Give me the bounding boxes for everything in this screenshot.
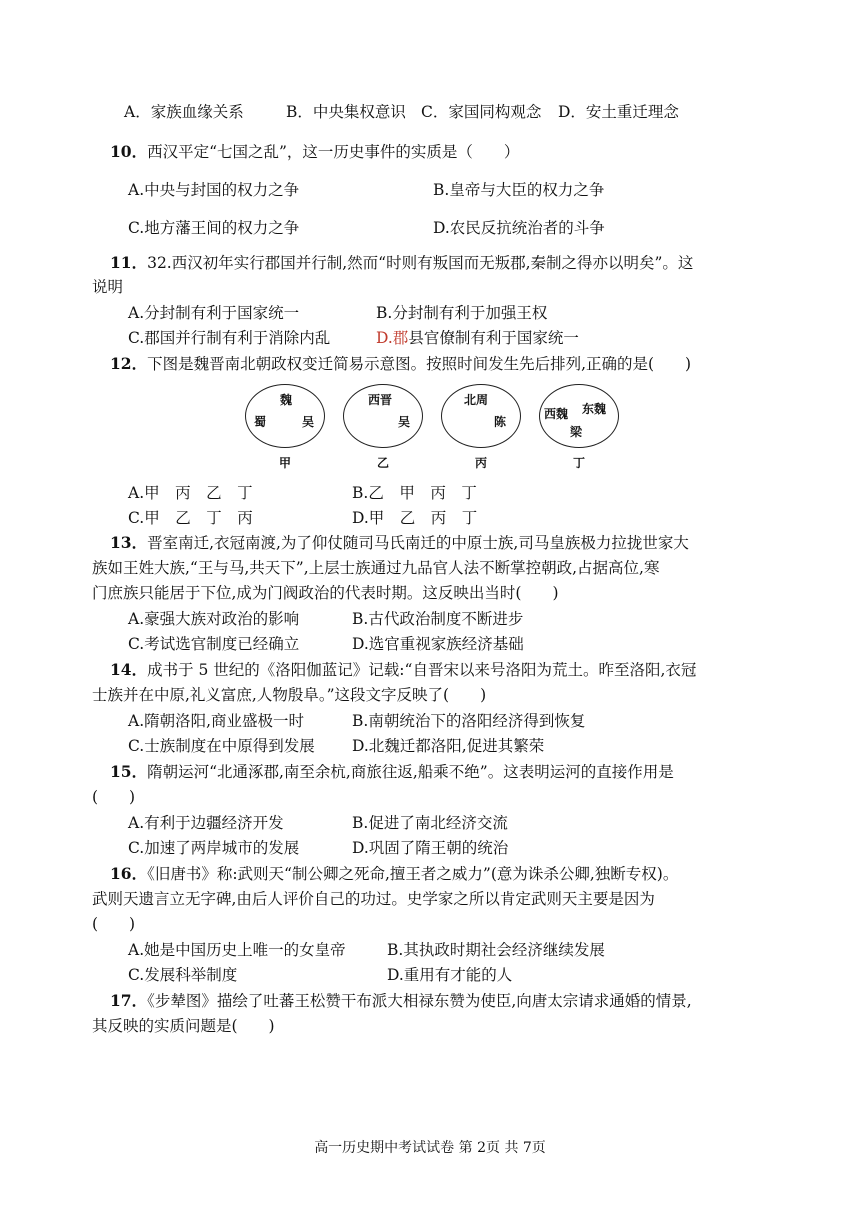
circle-label: 丁 xyxy=(573,456,586,470)
q14-option-a: A.隋朝洛阳,商业盛极一时 xyxy=(128,712,305,730)
circle-text: 吴 xyxy=(302,415,315,429)
q13-option-c: C.考试选官制度已经确立 xyxy=(128,635,300,653)
q9-option-a: A．家族血缘关系 xyxy=(124,103,244,121)
circle-text: 魏 xyxy=(280,393,293,407)
question-11-stem-cont: 说明 xyxy=(92,278,124,296)
circle-text: 吴 xyxy=(398,415,411,429)
question-14-stem xyxy=(110,659,696,681)
question-16-stem-cont: 武则天遗言立无字碑,由后人评价自己的功过。史学家之所以肯定武则天主要是因为 xyxy=(92,890,655,908)
question-12-stem xyxy=(110,353,691,375)
circle-text: 西晋 xyxy=(368,393,393,407)
q12-option-c: C.甲 乙 丁 丙 xyxy=(128,509,253,527)
q10-option-d: D.农民反抗统治者的斗争 xyxy=(433,219,605,237)
q16-option-d: D.重用有才能的人 xyxy=(387,966,513,984)
question-15-stem xyxy=(110,761,674,783)
question-17-stem-cont: 其反映的实质问题是( ) xyxy=(92,1017,275,1035)
q11-option-c: C.郡国并行制有利于消除内乱 xyxy=(128,329,331,347)
q15-option-c: C.加速了两岸城市的发展 xyxy=(128,839,300,857)
q16-option-b: B.其执政时期社会经济继续发展 xyxy=(387,941,605,959)
q13-option-a: A.豪强大族对政治的影响 xyxy=(128,610,300,628)
q9-option-c: C．家国同构观念 xyxy=(421,103,542,121)
circle-label: 甲 xyxy=(279,456,292,470)
q10-option-b: B.皇帝与大臣的权力之争 xyxy=(433,181,605,199)
circle-label: 丙 xyxy=(475,456,488,470)
question-number: 16． xyxy=(110,864,148,883)
question-text: 成书于 5 世纪的《洛阳伽蓝记》记载:“自晋宋以来号洛阳为荒土。昨至洛阳,衣冠 xyxy=(147,661,697,679)
circle-text: 北周 xyxy=(464,393,489,407)
circle-yi xyxy=(343,384,423,448)
q12-option-a: A.甲 丙 乙 丁 xyxy=(128,484,253,502)
q9-option-b: B．中央集权意识 xyxy=(286,103,406,121)
q16-option-c: C.发展科举制度 xyxy=(128,966,238,984)
question-number: 10． xyxy=(110,142,148,161)
question-text: 《步辇图》描绘了吐蕃王松赞干布派大相禄东赞为使臣,向唐太宗请求通婚的情景, xyxy=(147,992,692,1010)
question-number: 13． xyxy=(110,533,148,552)
q15-option-b: B.促进了南北经济交流 xyxy=(352,814,508,832)
question-number: 15． xyxy=(110,762,148,781)
circle-bing xyxy=(441,384,521,448)
q10-option-c: C.地方藩王间的权力之争 xyxy=(128,219,300,237)
question-13-stem-cont: 族如王姓大族,“王与马,共天下”,上层士族通过九品官人法不断掌控朝政,占据高位,寒 xyxy=(92,559,660,577)
question-number: 14． xyxy=(110,660,148,679)
question-text: 晋室南迁,衣冠南渡,为了仰仗随司马氏南迁的中原士族,司马皇族极力拉拢世家大 xyxy=(147,534,689,552)
circle-label: 乙 xyxy=(377,456,390,470)
circle-jia xyxy=(245,384,325,448)
q14-option-d: D.北魏迁都洛阳,促进其繁荣 xyxy=(352,737,545,755)
question-16-stem xyxy=(110,863,678,885)
question-14-stem-cont: 士族并在中原,礼义富庶,人物殷阜。”这段文字反映了( ) xyxy=(92,686,487,704)
question-text: 西汉平定“七国之乱”，这一历史事件的实质是（ ） xyxy=(147,143,520,161)
circle-ding xyxy=(539,384,619,448)
q14-option-b: B.南朝统治下的洛阳经济得到恢复 xyxy=(352,712,586,730)
q13-option-d: D.选官重视家族经济基础 xyxy=(352,635,524,653)
q11-option-d xyxy=(376,327,579,349)
question-15-stem-cont: ( ) xyxy=(92,788,136,806)
q9-option-d: D．安土重迁理念 xyxy=(558,103,679,121)
question-17-stem xyxy=(110,990,692,1012)
circle-text: 蜀 xyxy=(254,415,267,429)
question-text: 32.西汉初年实行郡国并行制,然而“时则有叛国而无叛郡,秦制之得亦以明矣”。这 xyxy=(147,254,694,272)
circle-text: 陈 xyxy=(494,415,507,429)
highlighted-text: D.郡 xyxy=(376,329,409,347)
question-number: 17． xyxy=(110,991,148,1010)
q12-option-d: D.甲 乙 丙 丁 xyxy=(352,509,478,527)
q16-option-a: A.她是中国历史上唯一的女皇帝 xyxy=(128,941,346,959)
question-13-stem xyxy=(110,532,689,554)
question-16-stem-cont: ( ) xyxy=(92,915,136,933)
q11-option-a: A.分封制有利于国家统一 xyxy=(128,304,300,322)
question-text: 隋朝运河“北通涿郡,南至余杭,商旅往返,船乘不绝”。这表明运河的直接作用是 xyxy=(147,763,674,781)
q11-option-b: B.分封制有利于加强王权 xyxy=(376,304,548,322)
regime-change-diagram xyxy=(240,384,630,474)
question-11-stem xyxy=(110,252,693,274)
question-number: 12． xyxy=(110,354,148,373)
question-text: 下图是魏晋南北朝政权变迁简易示意图。按照时间发生先后排列,正确的是( ) xyxy=(147,355,692,373)
circle-text: 西魏 xyxy=(544,407,569,421)
question-10-stem xyxy=(110,141,519,163)
q13-option-b: B.古代政治制度不断进步 xyxy=(352,610,524,628)
circle-text: 东魏 xyxy=(582,402,607,416)
circle-text: 梁 xyxy=(570,425,583,439)
question-13-stem-cont: 门庶族只能居于下位,成为门阀政治的代表时期。这反映出当时( ) xyxy=(92,584,559,602)
q15-option-d: D.巩固了隋王朝的统治 xyxy=(352,839,509,857)
q14-option-c: C.士族制度在中原得到发展 xyxy=(128,737,315,755)
q12-option-b: B.乙 甲 丙 丁 xyxy=(352,484,477,502)
option-text: 县官僚制有利于国家统一 xyxy=(408,329,579,347)
q15-option-a: A.有利于边疆经济开发 xyxy=(128,814,284,832)
question-number: 11． xyxy=(110,253,148,272)
question-text: 《旧唐书》称:武则天“制公卿之死命,擅王者之威力”(意为诛杀公卿,独断专权)。 xyxy=(147,865,679,883)
q10-option-a: A.中央与封国的权力之争 xyxy=(128,181,300,199)
page-footer: 高一历史期中考试试卷 第 2页 共 7页 xyxy=(314,1140,546,1156)
